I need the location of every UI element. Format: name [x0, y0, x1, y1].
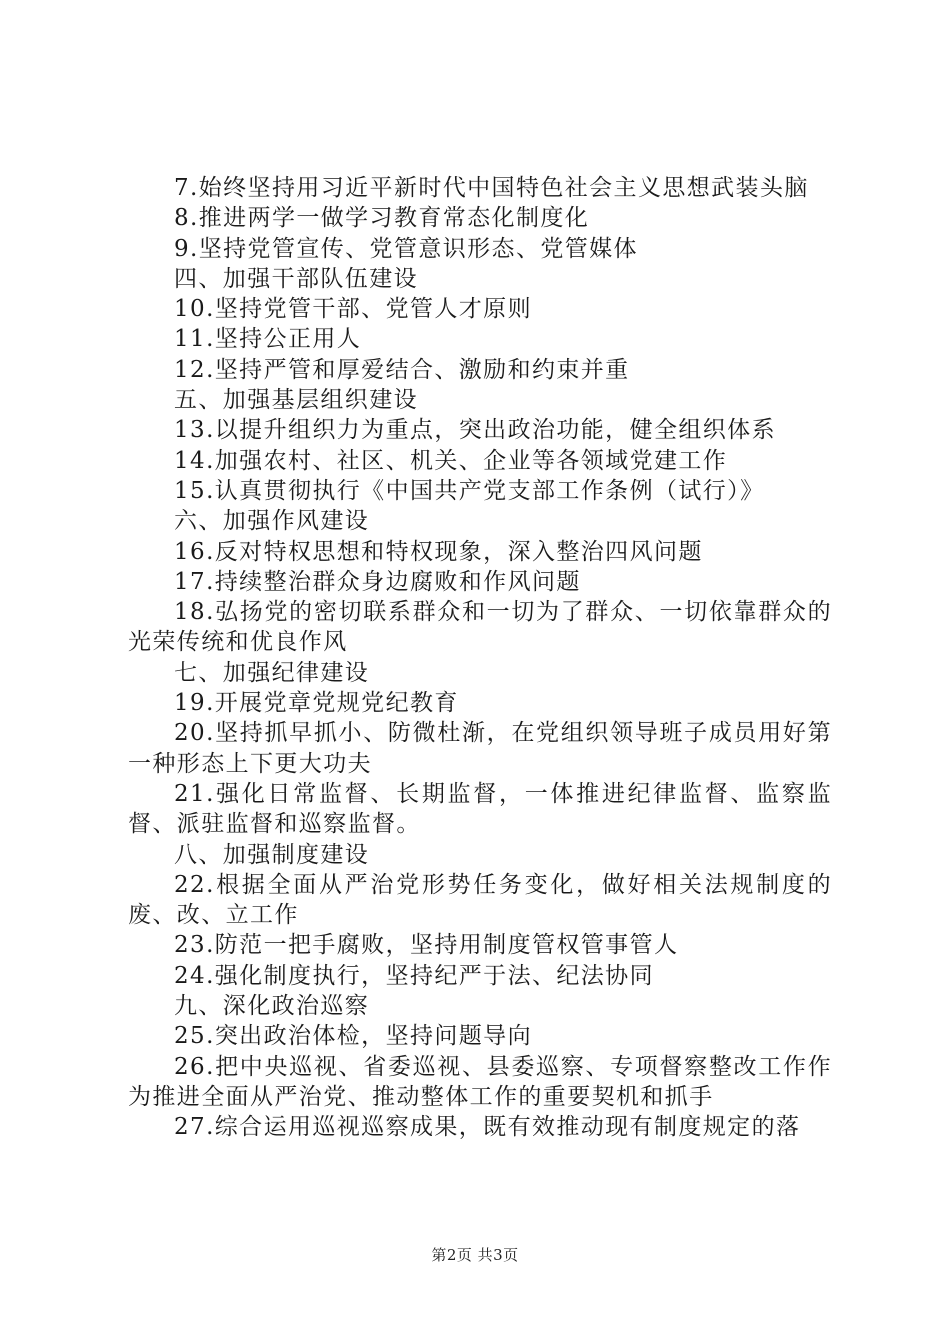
paragraph-item-22: 22.根据全面从严治党形势任务变化，做好相关法规制度的废、改、立工作 — [128, 871, 832, 929]
paragraph-item-21: 21.强化日常监督、长期监督，一体推进纪律监督、监察监督、派驻监督和巡察监督。 — [128, 780, 832, 838]
paragraph-item-27: 27.综合运用巡视巡察成果，既有效推动现有制度规定的落 — [174, 1114, 801, 1141]
section-heading-9: 九、深化政治巡察 — [174, 993, 370, 1020]
paragraph-item-14: 14.加强农村、社区、机关、企业等各领域党建工作 — [174, 447, 728, 474]
paragraph-item-19: 19.开展党章党规党纪教育 — [174, 690, 459, 717]
section-heading-8: 八、加强制度建设 — [174, 841, 370, 868]
paragraph-item-24: 24.强化制度执行，坚持纪严于法、纪法协同 — [174, 962, 654, 989]
paragraph-item-26: 26.把中央巡视、省委巡视、县委巡察、专项督察整改工作作为推进全面从严治党、推动整体工作的重要契机和抓手 — [128, 1053, 832, 1110]
section-heading-6: 六、加强作风建设 — [174, 508, 370, 535]
paragraph-item-11: 11.坚持公正用人 — [174, 326, 362, 353]
section-heading-5: 五、加强基层组织建设 — [174, 387, 418, 414]
paragraph-item-13: 13.以提升组织力为重点，突出政治功能，健全组织体系 — [174, 417, 776, 444]
paragraph-item-9: 9.坚持党管宣传、党管意识形态、党管媒体 — [174, 235, 638, 262]
paragraph-item-10: 10.坚持党管干部、党管人才原则 — [174, 296, 532, 323]
paragraph-item-25: 25.突出政治体检，坚持问题导向 — [174, 1023, 532, 1050]
document-body — [128, 173, 832, 1143]
paragraph-item-17: 17.持续整治群众身边腐败和作风问题 — [174, 568, 581, 595]
section-heading-7: 七、加强纪律建设 — [174, 659, 370, 686]
section-heading-4: 四、加强干部队伍建设 — [174, 265, 418, 292]
page-number-footer: 第2页 共3页 — [431, 1246, 519, 1264]
paragraph-item-8: 8.推进两学一做学习教育常态化制度化 — [174, 205, 590, 232]
paragraph-item-7: 7.始终坚持用习近平新时代中国特色社会主义思想武装头脑 — [174, 175, 809, 201]
paragraph-item-18: 18.弘扬党的密切联系群众和一切为了群众、一切依靠群众的光荣传统和优良作风 — [128, 599, 832, 656]
paragraph-item-20: 20.坚持抓早抓小、防微杜渐，在党组织领导班子成员用好第一种形态上下更大功夫 — [128, 720, 832, 777]
paragraph-item-16: 16.反对特权思想和特权现象，深入整治四风问题 — [174, 538, 703, 565]
paragraph-item-15: 15.认真贯彻执行《中国共产党支部工作条例（试行）》 — [174, 477, 765, 504]
paragraph-item-23: 23.防范一把手腐败，坚持用制度管权管事管人 — [174, 932, 679, 959]
paragraph-item-12: 12.坚持严管和厚爱结合、激励和约束并重 — [174, 356, 630, 383]
